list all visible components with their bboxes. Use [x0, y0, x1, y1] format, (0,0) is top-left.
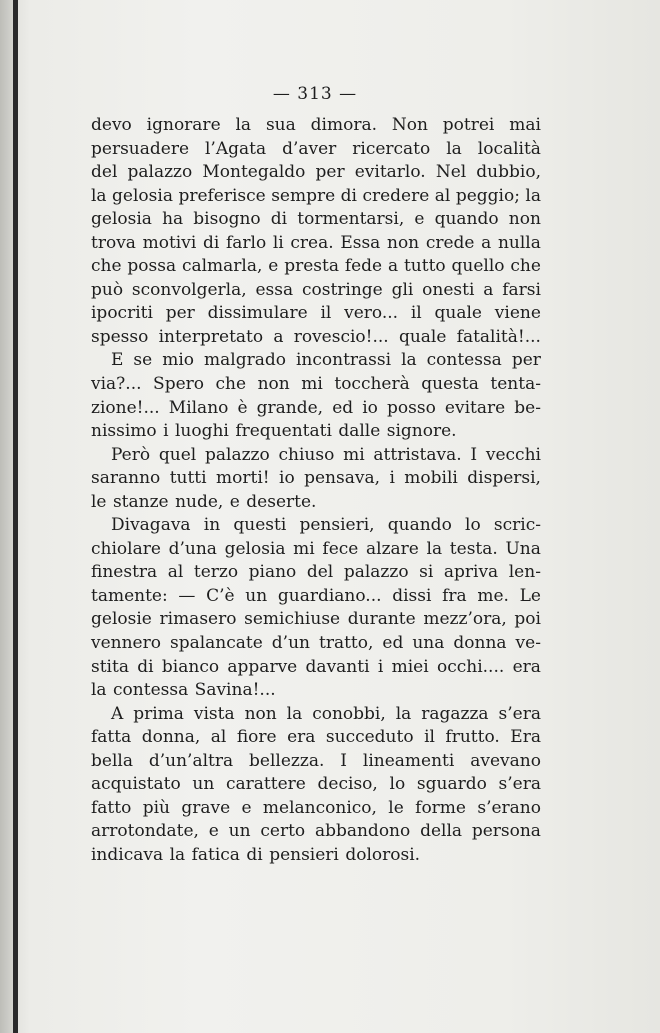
text-line: bella d’un’altra bellezza. I lineamenti avevano — [91, 750, 541, 771]
text-line: A prima vista non la conobbi, la ragazza s’era — [111, 703, 541, 724]
text-line: Divagava in questi pensieri, quando lo scric- — [111, 515, 541, 536]
book-spine-edge — [13, 0, 18, 1033]
text-line: la contessa Savina!... — [91, 680, 276, 701]
page-number: — 313 — — [272, 84, 358, 104]
text-line: chiolare d’una gelosia mi fece alzare la testa. Una — [91, 538, 541, 559]
text-line: nissimo i luoghi frequentati dalle signore. — [91, 421, 457, 442]
text-line: ipocriti per dissimulare il vero... il quale viene — [91, 303, 541, 324]
text-line: devo ignorare la sua dimora. Non potrei mai — [91, 115, 541, 135]
text-line: fatta donna, al fiore era succeduto il frutto. Era — [91, 727, 541, 748]
text-line: del palazzo Montegaldo per evitarlo. Nel dubbio, — [91, 162, 541, 183]
text-line: che possa calmarla, e presta fede a tutto quello che — [91, 256, 541, 277]
text-line: indicava la fatica di pensieri dolorosi. — [91, 844, 421, 865]
text-line: le stanze nude, e deserte. — [91, 491, 317, 512]
text-line: zione!... Milano è grande, ed io posso evitare be- — [91, 397, 541, 418]
text-line: Però quel palazzo chiuso mi attristava. I vecchi — [111, 444, 541, 465]
text-line: può sconvolgerla, essa costringe gli onesti a farsi — [91, 279, 541, 300]
text-line: gelosia ha bisogno di tormentarsi, e quando non — [91, 209, 541, 230]
text-line: la gelosia preferisce sempre di credere al peggio; la — [91, 185, 541, 206]
text-line: gelosie rimasero semichiuse durante mezz’ora, poi — [91, 609, 541, 630]
text-line: via?... Spero che non mi toccherà questa tenta- — [91, 374, 541, 395]
text-line: tamente: — C’è un guardiano... dissi fra me. Le — [91, 585, 541, 606]
text-line: arrotondate, e un certo abbandono della persona — [91, 821, 541, 842]
text-line: vennero spalancate d’un tratto, ed una donna ve- — [91, 633, 541, 654]
text-line: E se mio malgrado incontrassi la contessa per — [111, 350, 541, 371]
text-line: fatto più grave e melanconico, le forme s’erano — [91, 797, 541, 818]
text-line: acquistato un carattere deciso, lo sguardo s’era — [91, 774, 541, 795]
body-text — [91, 114, 541, 868]
text-line: trova motivi di farlo li crea. Essa non crede a nulla — [91, 232, 541, 253]
text-line: saranno tutti morti! io pensava, i mobili dispersi, — [91, 468, 541, 489]
text-line: stita di bianco apparve davanti i miei occhi.... era — [91, 656, 541, 677]
text-line: spesso interpretato a rovescio!... quale fatalità!... — [91, 326, 541, 347]
text-line: finestra al terzo piano del palazzo si apriva len- — [91, 562, 541, 583]
text-line: persuadere l’Agata d’aver ricercato la località — [91, 138, 541, 159]
page-gutter-shadow — [0, 0, 13, 1033]
